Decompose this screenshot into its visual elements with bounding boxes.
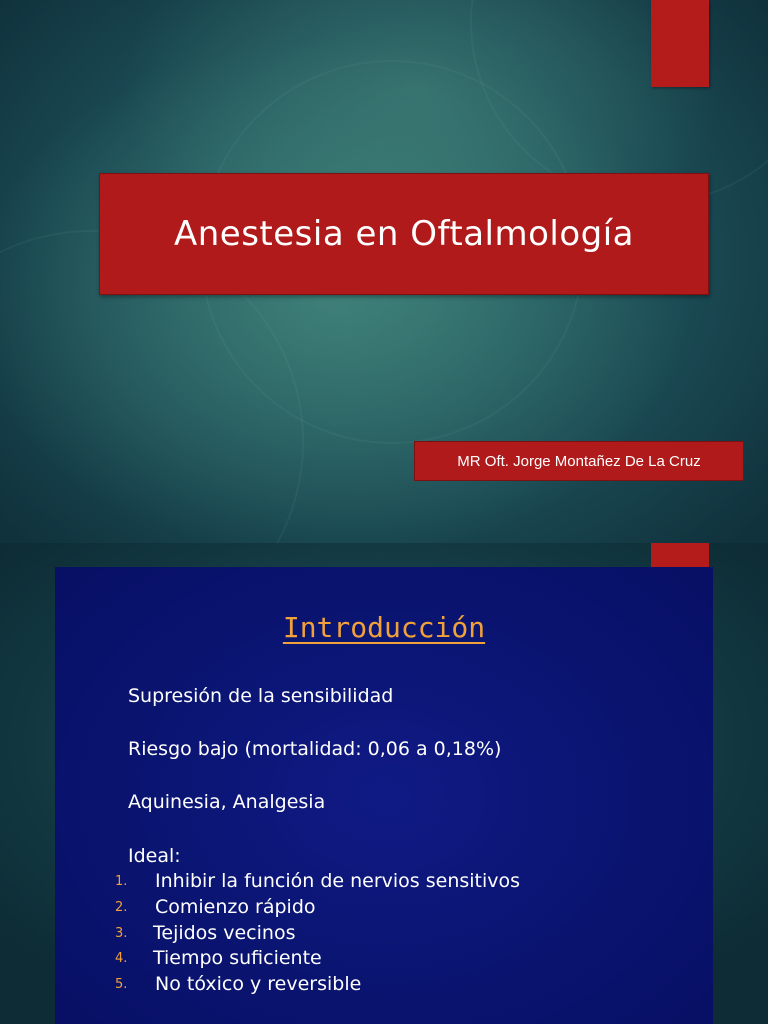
author-box: [414, 441, 744, 481]
decorative-red-tab: [651, 543, 709, 569]
list-number: 5.: [115, 977, 128, 992]
list-text: No tóxico y reversible: [155, 973, 362, 995]
list-text: Inhibir la función de nervios sensitivos: [155, 870, 521, 892]
list-number: 1.: [115, 874, 128, 889]
point-text: Aquinesia, Analgesia: [128, 791, 326, 813]
list-number: 2.: [115, 900, 128, 915]
title-box: [99, 173, 709, 295]
point-text: Ideal:: [128, 845, 181, 867]
decorative-red-tab: [651, 0, 709, 87]
point-text: Supresión de la sensibilidad: [128, 685, 394, 707]
list-number: 4.: [115, 951, 128, 966]
list-text: Tejidos vecinos: [153, 922, 296, 944]
list-text: Comienzo rápido: [155, 896, 316, 918]
section-heading: Introducción: [282, 611, 486, 644]
content-panel: [55, 567, 713, 1024]
list-number: 3.: [115, 926, 128, 941]
author-name: MR Oft. Jorge Montañez De La Cruz: [457, 452, 701, 470]
point-text: Riesgo bajo (mortalidad: 0,06 a 0,18%): [128, 738, 502, 760]
list-text: Tiempo suficiente: [153, 947, 322, 969]
slide-title: Anestesia en Oftalmología: [173, 214, 635, 254]
